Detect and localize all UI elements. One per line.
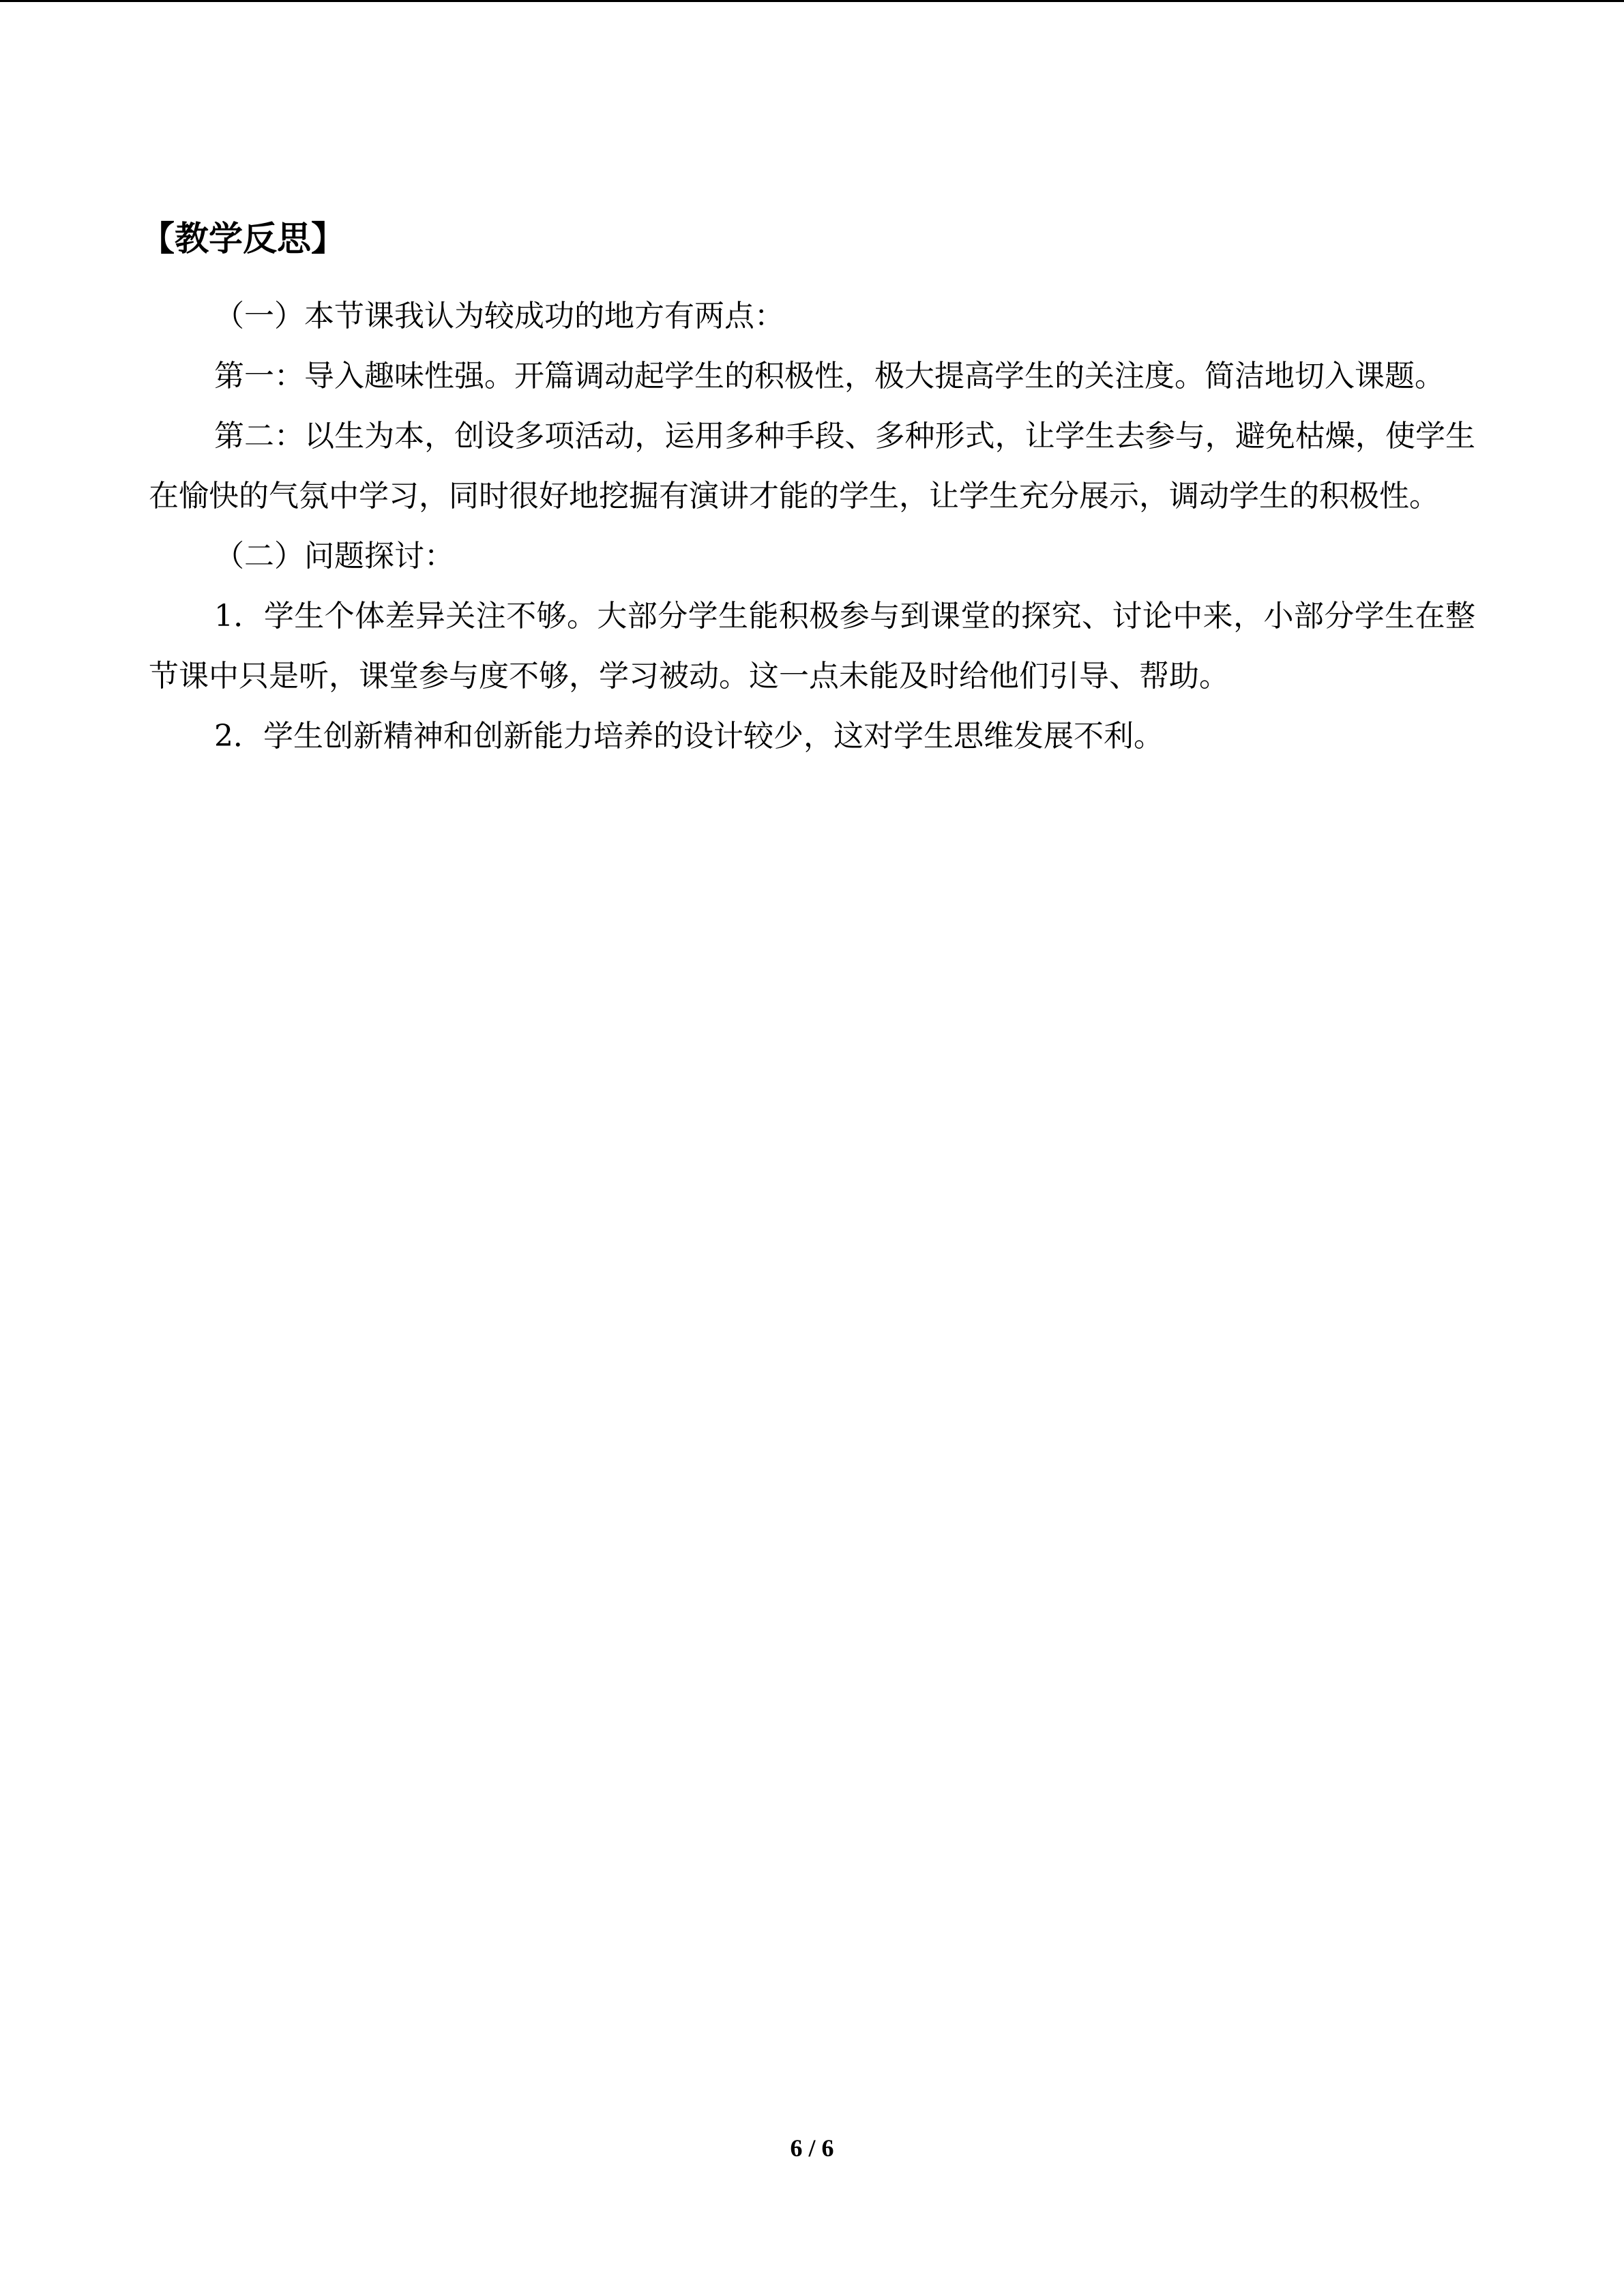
paragraph-point-one: 第一：导入趣味性强。开篇调动起学生的积极性，极大提高学生的关注度。简洁地切入课题。 (214, 359, 1445, 393)
section-heading: 【教学反思】 (141, 219, 345, 258)
page-number: 6 / 6 (790, 2134, 834, 2162)
page-content (141, 211, 1475, 766)
paragraph-intro-success: （一）本节课我认为较成功的地方有两点： (214, 299, 784, 333)
top-border-line (0, 0, 1624, 2)
paragraph-point-two: 第二：以生为本，创设多项活动，运用多种手段、多种形式，让学生去参与，避免枯燥，使学生在愉快的气氛中学习，同时很好地挖掘有演讲才能的学生，让学生充分展示，调动学生的积极性。 (149, 419, 1475, 513)
paragraph-issue-two: 2．学生创新精神和创新能力培养的设计较少，这对学生思维发展不利。 (214, 719, 1164, 754)
paragraph-issue-one: 1．学生个体差异关注不够。大部分学生能积极参与到课堂的探究、讨论中来，小部分学生在整节课中只是听，课堂参与度不够，学习被动。这一点未能及时给他们引导、帮助。 (149, 599, 1475, 694)
paragraph-issues-heading: （二）问题探讨： (214, 539, 454, 573)
